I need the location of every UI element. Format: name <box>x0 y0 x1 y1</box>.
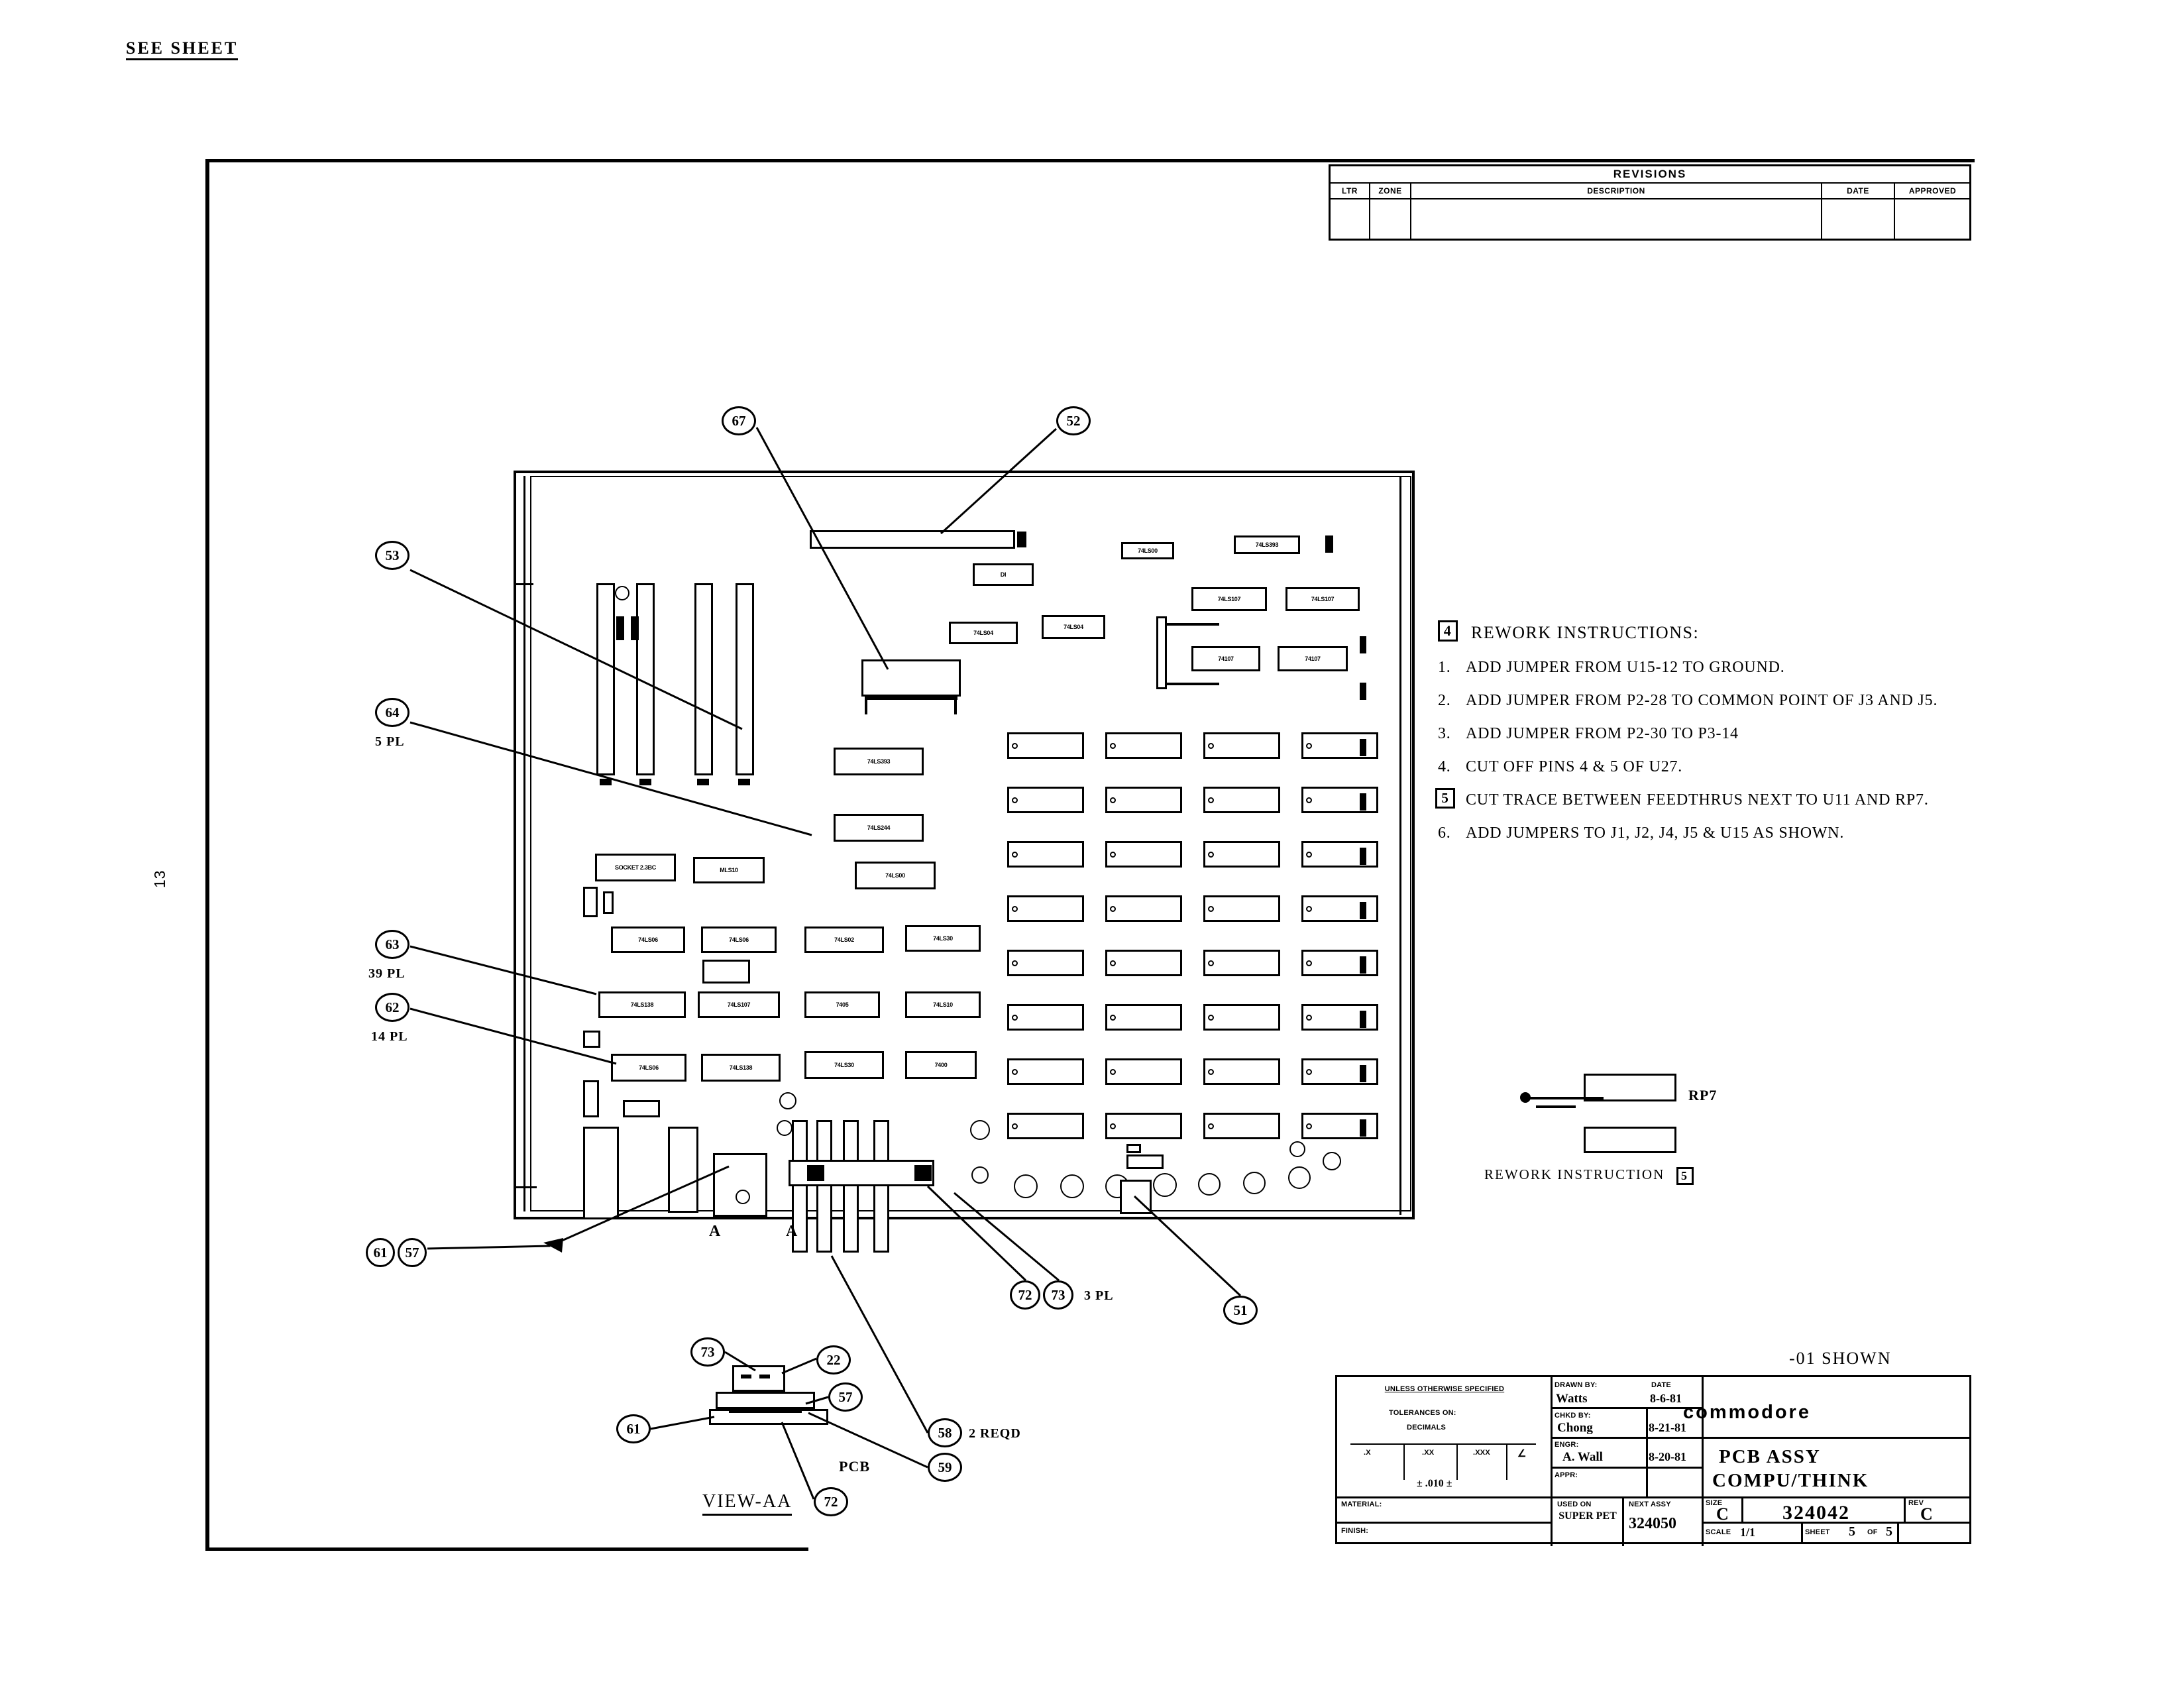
callout-balloon-73[interactable]: 73 <box>1043 1280 1073 1310</box>
callout-balloon-61[interactable]: 61 <box>366 1238 395 1267</box>
tb-drawn-by: Watts <box>1556 1392 1588 1406</box>
tb-decimals-label: DECIMALS <box>1407 1424 1447 1432</box>
ic-package: 74LS30 <box>905 925 981 952</box>
tb-scale: 1/1 <box>1740 1526 1756 1539</box>
rework-detail-feedthru <box>1520 1092 1531 1103</box>
component <box>1360 848 1366 865</box>
tb-used-on: SUPER PET <box>1558 1510 1617 1522</box>
card-slot <box>694 583 713 775</box>
tb-scale-label: SCALE <box>1706 1528 1731 1536</box>
coil-lead-pin <box>865 700 867 714</box>
tb-rev-label: REV <box>1908 1499 1924 1507</box>
rework-caption-text: REWORK INSTRUCTION <box>1484 1166 1665 1182</box>
page-number: 13 <box>151 870 168 888</box>
rework-instructions-panel <box>1438 623 1961 856</box>
component <box>1360 739 1366 756</box>
ic-package: 74LS04 <box>1042 615 1105 639</box>
revision-col-date: DATE <box>1822 184 1895 199</box>
revision-col-description: DESCRIPTION <box>1411 184 1822 199</box>
view-aa-screw <box>741 1375 751 1378</box>
component <box>1360 1011 1366 1028</box>
ram-chip <box>1105 732 1182 759</box>
ic-package: 7400 <box>905 1051 977 1079</box>
transistor <box>1288 1166 1311 1189</box>
component <box>1360 902 1366 919</box>
ram-chip <box>1203 841 1280 868</box>
rework-flag-4: 4 <box>1438 620 1458 642</box>
callout-balloon-64[interactable]: 64 <box>375 698 410 727</box>
trace <box>1166 623 1219 626</box>
connector-key <box>807 1165 824 1181</box>
callout-note-63: 39 PL <box>368 966 406 981</box>
ram-chip <box>1203 1113 1280 1139</box>
component <box>616 616 624 640</box>
rework-item-6 <box>1438 823 1961 843</box>
callout-balloon-63[interactable]: 63 <box>375 930 410 959</box>
revision-cell-ltr <box>1331 199 1370 241</box>
tb-finish-label: FINISH: <box>1341 1527 1369 1535</box>
tb-size: C <box>1716 1504 1729 1524</box>
callout-balloon-73b[interactable]: 73 <box>690 1337 725 1367</box>
component <box>1325 535 1333 553</box>
ram-chip <box>1301 950 1378 976</box>
section-marker-right: A <box>786 1223 798 1240</box>
tb-dec-x: .X <box>1364 1449 1371 1457</box>
component <box>631 616 639 640</box>
ic-package: 74LS30 <box>804 1051 884 1079</box>
ram-chip <box>1007 895 1084 922</box>
callout-balloon-22[interactable]: 22 <box>816 1345 851 1375</box>
revision-col-zone: ZONE <box>1370 184 1411 199</box>
component <box>623 1100 660 1117</box>
tb-sheet-of-label: OF <box>1867 1528 1878 1536</box>
tb-drawn-label: DRAWN BY: <box>1555 1381 1598 1389</box>
rework-item-2-num: 2. <box>1438 692 1451 709</box>
revision-cell-approved <box>1895 199 1970 241</box>
connector-finger <box>843 1120 859 1253</box>
rework-item-5 <box>1438 790 1961 810</box>
ram-chip <box>1301 787 1378 813</box>
edge-connector-p1 <box>810 530 1015 549</box>
tb-material-label: MATERIAL: <box>1341 1500 1382 1508</box>
tb-engr-label: ENGR: <box>1555 1441 1579 1449</box>
view-aa-pcb-plate <box>716 1392 815 1409</box>
tb-drawn-date: 8-6-81 <box>1650 1392 1682 1405</box>
ic-package: 74LS10 <box>905 991 981 1018</box>
ram-chip <box>1301 1004 1378 1031</box>
rework-item-1-text: ADD JUMPER FROM U15-12 TO GROUND. <box>1466 659 1785 676</box>
tb-angle-label: ∠ <box>1517 1448 1527 1459</box>
component <box>583 1031 600 1048</box>
pcb-notch-bottom <box>514 1186 537 1188</box>
view-aa-pcb-label: PCB <box>839 1458 870 1475</box>
rework-item-6-text: ADD JUMPERS TO J1, J2, J4, J5 & U15 AS SHOWN. <box>1466 824 1845 842</box>
tb-drawing-number: 324042 <box>1782 1502 1850 1524</box>
pcb-right-edge <box>1399 476 1401 1215</box>
ram-chip <box>1007 787 1084 813</box>
tb-sheet-of: 5 <box>1886 1524 1892 1539</box>
rework-item-3 <box>1438 724 1961 744</box>
rework-item-1 <box>1438 657 1961 677</box>
ram-chip <box>1301 895 1378 922</box>
mounting-hole <box>615 586 629 600</box>
callout-balloon-67[interactable]: 67 <box>722 406 756 435</box>
rework-header-text: REWORK INSTRUCTIONS: <box>1471 623 1700 642</box>
section-marker-left: A <box>709 1223 721 1240</box>
tb-chkd-by: Chong <box>1557 1421 1593 1435</box>
ic-package: 74LS00 <box>1121 542 1174 559</box>
ic-package: 74LS06 <box>611 1054 686 1082</box>
ic-package: 74LS06 <box>701 927 777 953</box>
component <box>1360 1119 1366 1137</box>
view-aa-standoff <box>732 1365 785 1392</box>
ram-chip <box>1301 1113 1378 1139</box>
border-bottom <box>205 1547 808 1551</box>
tb-rev: C <box>1920 1504 1933 1524</box>
tb-used-on-label: USED ON <box>1557 1500 1592 1508</box>
ic-socket-label: SOCKET 2.3BC <box>595 854 676 881</box>
rework-flag-5: 5 <box>1435 788 1455 809</box>
rework-item-3-num: 3. <box>1438 725 1451 742</box>
transistor <box>1153 1173 1177 1197</box>
ic-package: 74LS138 <box>598 991 686 1018</box>
transistor <box>1198 1173 1221 1196</box>
component-round <box>779 1092 796 1109</box>
ic-package: 74LS393 <box>1234 535 1300 554</box>
ram-chip <box>1007 732 1084 759</box>
view-aa-screw <box>759 1375 770 1378</box>
coil-lead-pin <box>954 700 957 714</box>
ic-package: 74LS107 <box>1285 587 1360 611</box>
ram-chip <box>1203 895 1280 922</box>
rework-item-4-num: 4. <box>1438 758 1451 775</box>
card-slot <box>736 583 754 775</box>
tb-date-label: DATE <box>1651 1381 1671 1389</box>
pcb-notch-top <box>514 583 533 585</box>
callout-note-62: 14 PL <box>371 1029 408 1044</box>
callout-note-58: 2 REQD <box>969 1426 1021 1441</box>
pcb-connector-edge <box>523 476 525 1211</box>
rework-caption-flag: 5 <box>1676 1167 1694 1185</box>
transistor <box>1060 1174 1084 1198</box>
tb-next-assy-label: NEXT ASSY <box>1629 1500 1671 1508</box>
border-left <box>205 159 209 1551</box>
callout-note-64: 5 PL <box>375 734 405 749</box>
revision-cell-description <box>1411 199 1822 241</box>
callout-balloon-58[interactable]: 58 <box>928 1418 962 1447</box>
tb-size-label: SIZE <box>1706 1499 1723 1507</box>
component <box>1360 793 1366 811</box>
ram-chip <box>1301 732 1378 759</box>
rework-item-2 <box>1438 691 1961 710</box>
ic-package: 74LS00 <box>855 862 936 889</box>
resistor-pack <box>1156 616 1167 689</box>
view-aa-line <box>729 1409 802 1413</box>
connector-j <box>713 1153 767 1217</box>
ic-package: 74107 <box>1191 646 1260 671</box>
component-round <box>777 1120 792 1136</box>
component <box>668 1127 698 1213</box>
ram-chip <box>1007 950 1084 976</box>
tb-next-assy: 324050 <box>1629 1515 1676 1532</box>
ic-package: 74LS107 <box>1191 587 1267 611</box>
tb-engr-by: A. Wall <box>1562 1450 1603 1464</box>
ram-chip <box>1105 950 1182 976</box>
tb-drawing-title-1: PCB ASSY <box>1719 1446 1821 1467</box>
ic-package: 74LS244 <box>834 814 924 842</box>
callout-balloon-62[interactable]: 62 <box>375 993 410 1022</box>
slot-pin <box>697 779 709 785</box>
company-logo: commodore <box>1683 1402 1811 1423</box>
component <box>1360 636 1366 653</box>
callout-balloon-57[interactable]: 57 <box>398 1238 427 1267</box>
ram-chip <box>1203 950 1280 976</box>
ram-chip <box>1007 1004 1084 1031</box>
ram-chip <box>1105 895 1182 922</box>
tb-engr-date: 8-20-81 <box>1649 1450 1686 1463</box>
component <box>583 887 598 917</box>
component-round <box>971 1166 989 1184</box>
ram-chip <box>1203 732 1280 759</box>
dash-shown-note: -01 SHOWN <box>1789 1349 1892 1368</box>
ram-chip <box>1007 841 1084 868</box>
connector-key <box>914 1165 932 1181</box>
card-slot <box>636 583 655 775</box>
revision-title: REVISIONS <box>1331 166 1969 184</box>
callout-balloon-51[interactable]: 51 <box>1223 1296 1258 1325</box>
ic-package: 74LS138 <box>701 1054 781 1082</box>
ic-package: 7405 <box>804 991 880 1018</box>
component <box>583 1127 619 1219</box>
ram-chip <box>1105 787 1182 813</box>
revision-cell-zone <box>1370 199 1411 241</box>
tb-chkd-label: CHKD BY: <box>1555 1412 1591 1420</box>
title-block <box>1335 1375 1971 1544</box>
revision-cell-date <box>1822 199 1895 241</box>
ram-chip <box>1105 1058 1182 1085</box>
callout-balloon-59[interactable]: 59 <box>928 1453 962 1482</box>
transistor <box>1014 1174 1038 1198</box>
revision-description-text: SEE SHEET <box>126 38 238 58</box>
revision-block <box>1329 164 1971 241</box>
callout-balloon-61b[interactable]: 61 <box>616 1414 651 1443</box>
coil-body <box>861 659 961 697</box>
component <box>1360 683 1366 700</box>
ram-chip <box>1105 1004 1182 1031</box>
component <box>583 1080 599 1117</box>
component <box>702 960 750 984</box>
coil-leads <box>865 696 957 700</box>
rework-detail-cut <box>1536 1086 1576 1108</box>
component <box>1360 956 1366 974</box>
connector-finger <box>816 1120 832 1253</box>
connector-key <box>1017 532 1026 547</box>
rework-item-4 <box>1438 757 1961 777</box>
slot-pin <box>639 779 651 785</box>
rework-detail-label-rp7: RP7 <box>1688 1087 1718 1103</box>
mounting-hole <box>1323 1152 1341 1170</box>
tb-appr-label: APPR: <box>1555 1471 1578 1479</box>
connector-finger <box>873 1120 889 1253</box>
tb-chkd-date: 8-21-81 <box>1649 1421 1686 1434</box>
slot-pin <box>600 779 612 785</box>
rework-item-1-num: 1. <box>1438 659 1451 676</box>
trace <box>1166 683 1219 685</box>
tb-dec-xxx: .XXX <box>1473 1449 1490 1457</box>
ic-package: 74LS04 <box>949 622 1018 644</box>
ram-chip <box>1301 1058 1378 1085</box>
revision-col-approved: APPROVED <box>1895 184 1970 199</box>
rework-item-5-text: CUT TRACE BETWEEN FEEDTHRUS NEXT TO U11 AND RP7. <box>1466 791 1929 809</box>
tb-sheet-label: SHEET <box>1805 1528 1830 1536</box>
ram-chip <box>1007 1113 1084 1139</box>
tb-sheet: 5 <box>1849 1524 1855 1539</box>
rework-header <box>1438 623 1961 643</box>
rework-detail-part <box>1584 1127 1676 1153</box>
ic-package: MLS10 <box>693 857 765 883</box>
component <box>1360 1065 1366 1082</box>
callout-balloon-52[interactable]: 52 <box>1056 406 1091 435</box>
ic-package: DI <box>973 563 1034 586</box>
ram-chip <box>1203 1058 1280 1085</box>
ic-package: 74LS107 <box>698 991 780 1018</box>
transistor <box>1243 1172 1266 1194</box>
ram-chip <box>1203 1004 1280 1031</box>
ic-package: 74LS06 <box>611 927 685 953</box>
ic-package: 74107 <box>1278 646 1348 671</box>
card-slot <box>596 583 615 775</box>
ic-package: 74LS02 <box>804 927 884 953</box>
mounting-hole <box>736 1190 750 1204</box>
component <box>1126 1154 1164 1169</box>
callout-note-73: 3 PL <box>1084 1288 1114 1303</box>
rework-caption <box>1484 1166 1694 1185</box>
border-top <box>205 159 1975 162</box>
slot-pin <box>738 779 750 785</box>
tb-drawing-title-2: COMPU/THINK <box>1712 1470 1869 1491</box>
view-aa-title: VIEW-AA <box>702 1491 792 1516</box>
component <box>603 891 614 914</box>
ic-package: 74LS393 <box>834 748 924 775</box>
ram-chip <box>1105 1113 1182 1139</box>
component-round <box>970 1120 990 1140</box>
rework-item-2-text: ADD JUMPER FROM P2-28 TO COMMON POINT OF J3 AND J5. <box>1466 692 1938 709</box>
ram-chip <box>1007 1058 1084 1085</box>
ram-chip <box>1105 841 1182 868</box>
callout-balloon-72[interactable]: 72 <box>1010 1280 1040 1310</box>
revision-col-ltr: LTR <box>1331 184 1370 199</box>
tb-unless-note: UNLESS OTHERWISE SPECIFIED <box>1384 1385 1505 1393</box>
rework-item-6-num: 6. <box>1438 824 1451 842</box>
tb-dec-xx: .XX <box>1422 1449 1435 1457</box>
ram-chip <box>1301 841 1378 868</box>
tb-dec-value: ± .010 ± <box>1417 1478 1452 1489</box>
rework-item-3-text: ADD JUMPER FROM P2-30 TO P3-14 <box>1466 725 1739 742</box>
component <box>1126 1144 1141 1153</box>
callout-balloon-57b[interactable]: 57 <box>828 1382 863 1412</box>
rework-item-4-text: CUT OFF PINS 4 & 5 OF U27. <box>1466 758 1683 775</box>
voltage-regulator <box>1120 1180 1152 1214</box>
callout-balloon-72b[interactable]: 72 <box>814 1487 848 1516</box>
callout-balloon-53[interactable]: 53 <box>375 541 410 570</box>
mounting-hole <box>1289 1141 1305 1157</box>
ram-chip <box>1203 787 1280 813</box>
tb-tolerances-label: TOLERANCES ON: <box>1389 1409 1456 1417</box>
